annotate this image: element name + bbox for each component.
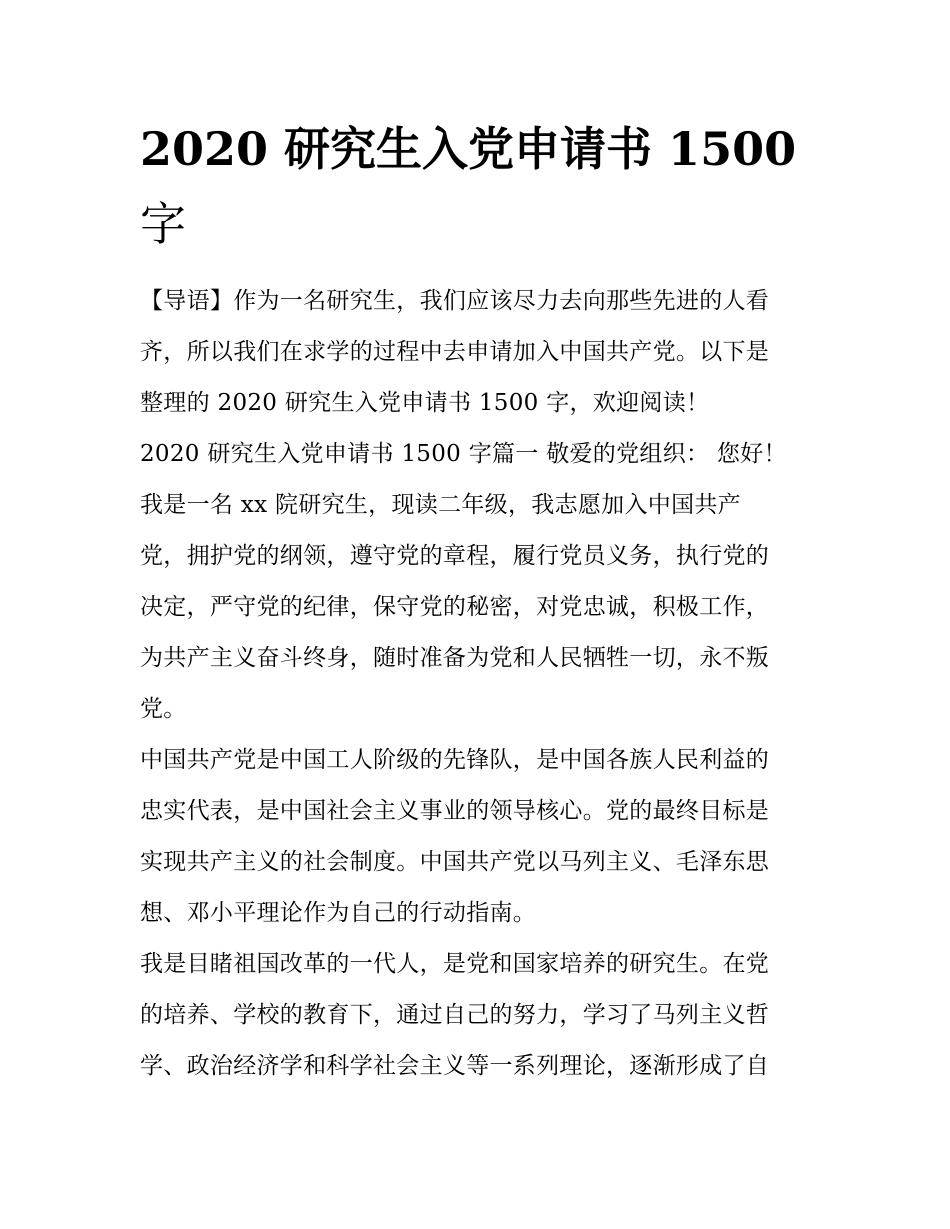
body-line: 实现共产主义的社会制度。中国共产党以马列主义、毛泽东思 (140, 849, 770, 875)
title-line-1: 2020 研究生入党申请书 1500 (140, 122, 797, 176)
body-line: 我是一名 xx 院研究生，现读二年级，我志愿加入中国共产 (140, 492, 741, 518)
body-line: 党。 (140, 696, 187, 722)
document-content (140, 112, 812, 1092)
body-line: 齐，所以我们在求学的过程中去申请加入中国共产党。以下是 (140, 339, 770, 365)
body-line: 【导语】作为一名研究生，我们应该尽力去向那些先进的人看 (140, 288, 770, 314)
body-line: 2020 研究生入党申请书 1500 字篇一 敬爱的党组织： 您好！ (140, 441, 787, 467)
body-line: 我是目睹祖国改革的一代人，是党和国家培养的研究生。在党 (140, 951, 770, 977)
document-title (140, 112, 812, 262)
body-line: 整理的 2020 研究生入党申请书 1500 字，欢迎阅读！ (140, 390, 710, 416)
body-line: 学、政治经济学和科学社会主义等一系列理论，逐渐形成了自 (140, 1053, 770, 1079)
body-line: 忠实代表，是中国社会主义事业的领导核心。党的最终目标是 (140, 798, 770, 824)
document-body (140, 276, 812, 1092)
body-line: 为共产主义奋斗终身，随时准备为党和人民牺牲一切，永不叛 (140, 645, 770, 671)
body-line: 想、邓小平理论作为自己的行动指南。 (140, 900, 537, 926)
body-line: 决定，严守党的纪律，保守党的秘密，对党忠诚，积极工作， (140, 594, 770, 620)
body-line: 的培养、学校的教育下，通过自己的努力，学习了马列主义哲 (140, 1002, 770, 1028)
body-line: 党，拥护党的纲领，遵守党的章程，履行党员义务，执行党的 (140, 543, 770, 569)
body-line: 中国共产党是中国工人阶级的先锋队，是中国各族人民利益的 (140, 747, 770, 773)
title-line-2: 字 (140, 197, 186, 251)
